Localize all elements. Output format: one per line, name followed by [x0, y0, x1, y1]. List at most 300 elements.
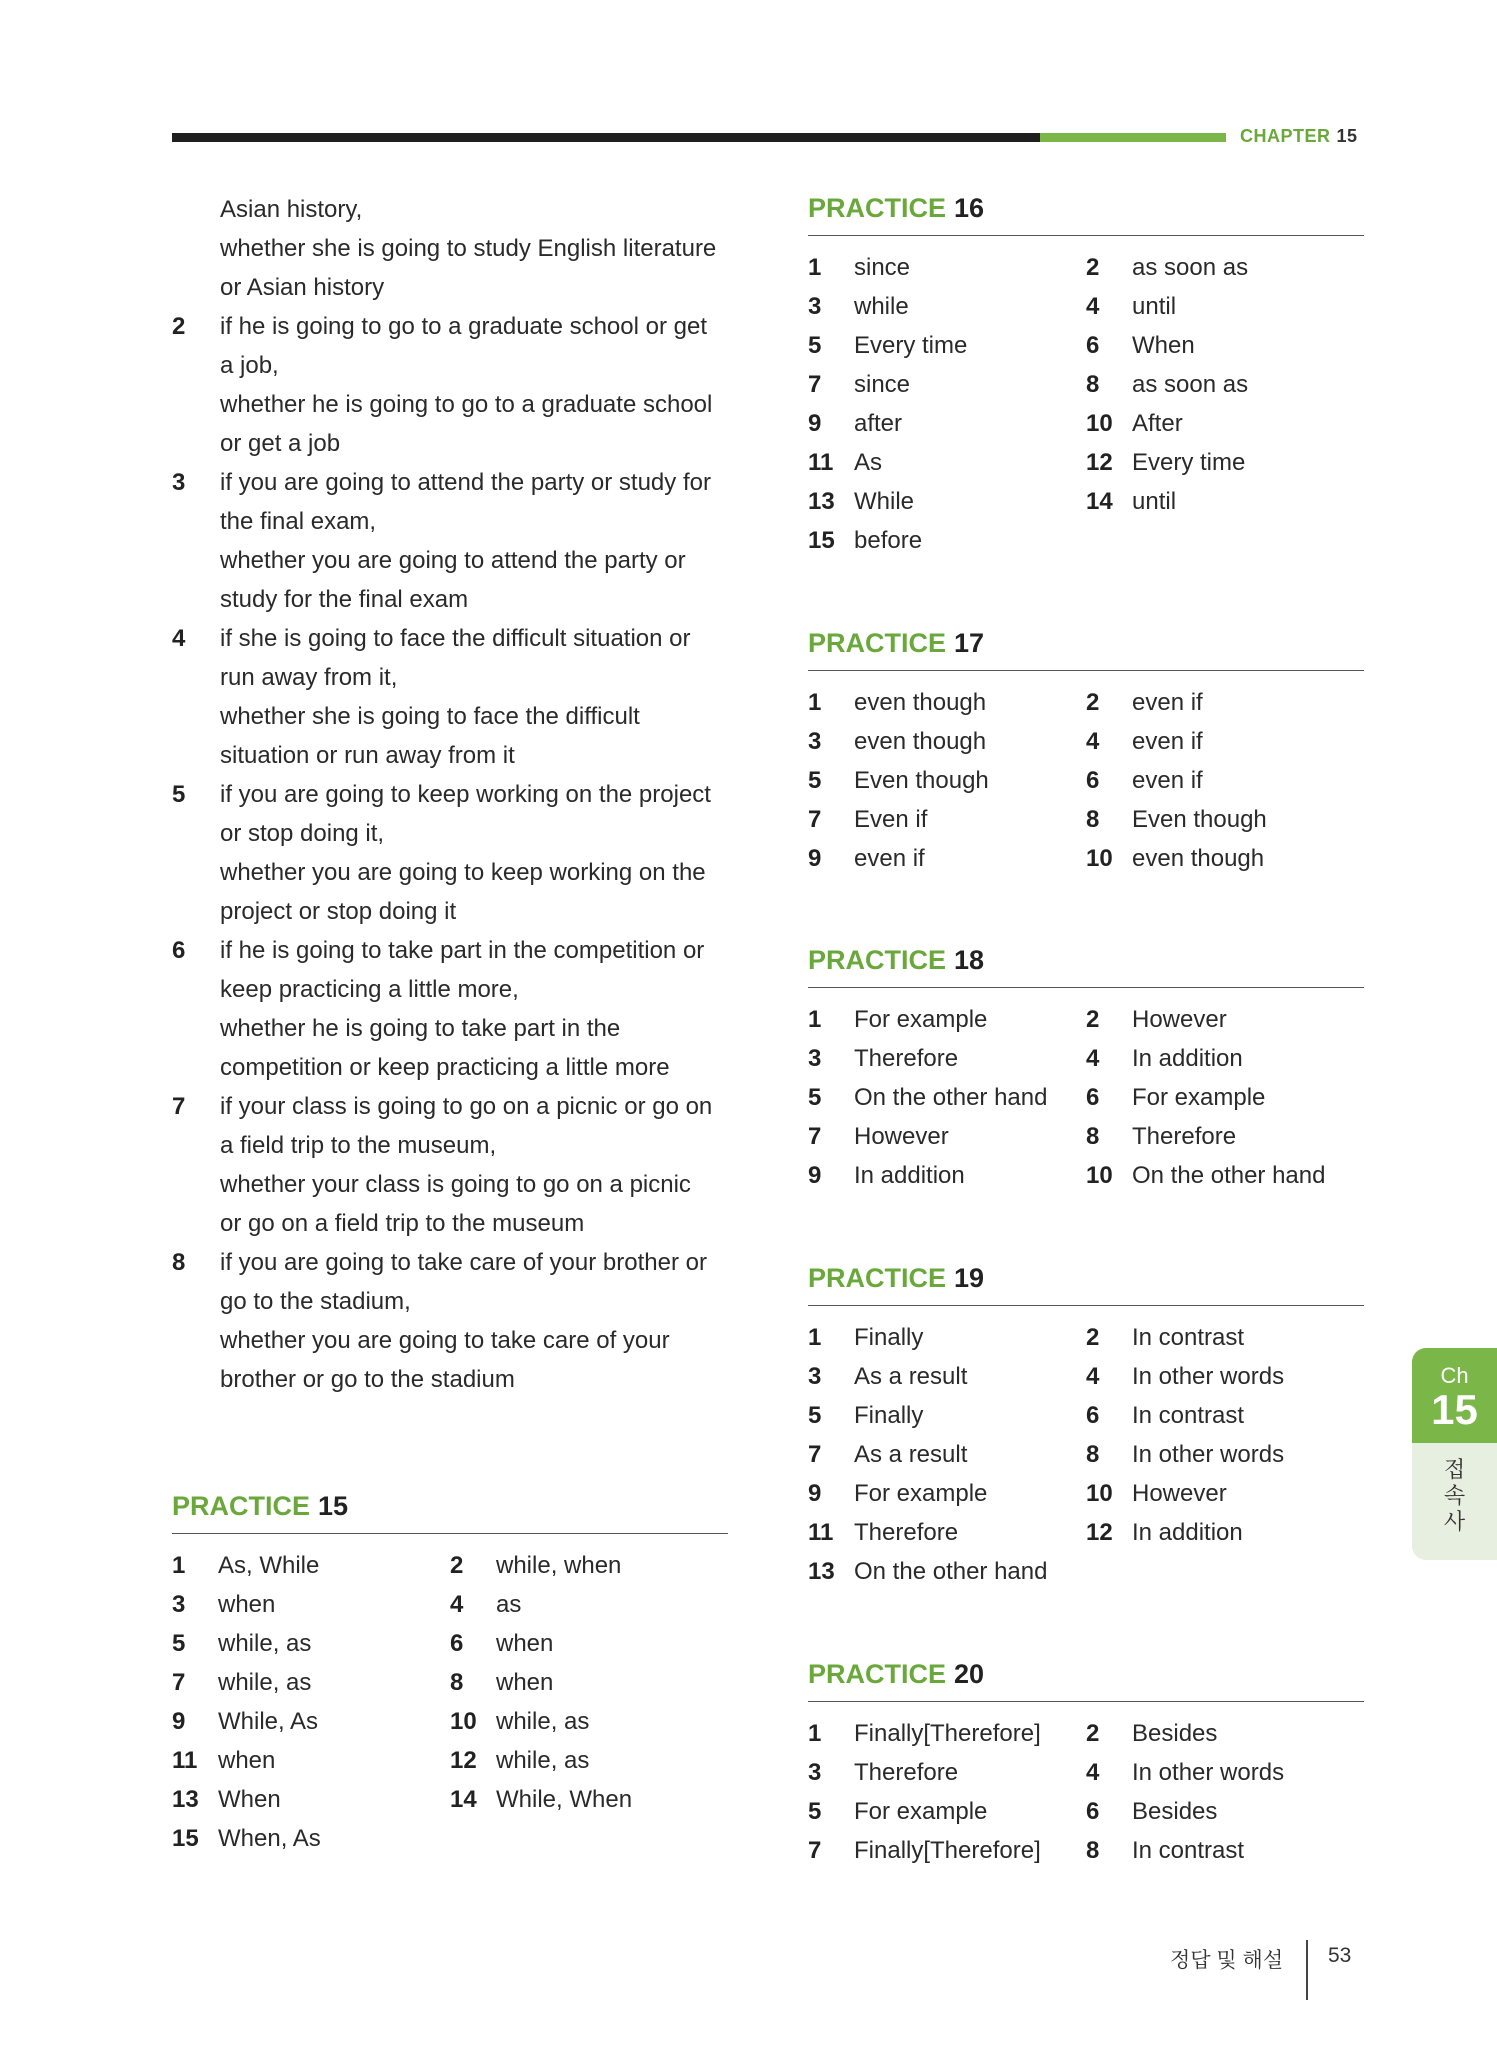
answer-item	[172, 1624, 450, 1663]
item-answer: When, As	[218, 1825, 321, 1852]
answer-item	[1086, 1714, 1364, 1753]
answer-line	[172, 1009, 732, 1048]
answer-text: competition or keep practicing a little more	[220, 1054, 670, 1081]
item-number: 12	[450, 1747, 477, 1774]
answer-item	[1086, 1435, 1364, 1474]
answer-item	[808, 287, 1086, 326]
answer-item	[1086, 761, 1364, 800]
item-answer: Even though	[1132, 806, 1267, 833]
item-answer: On the other hand	[1132, 1162, 1326, 1189]
item-number: 4	[1086, 1759, 1100, 1786]
item-number: 14	[1086, 488, 1113, 515]
item-answer: while, as	[218, 1669, 312, 1696]
item-answer: Therefore	[854, 1759, 959, 1786]
item-number: 8	[1086, 371, 1100, 398]
practice-label: PRACTICE	[808, 1263, 947, 1293]
answer-text: go to the stadium,	[220, 1288, 411, 1315]
side-tab-ch-label: Ch	[1440, 1363, 1469, 1388]
item-answer: even though	[854, 728, 987, 755]
answer-item	[808, 248, 1086, 287]
item-answer: while, as	[218, 1630, 312, 1657]
answer-grid	[808, 1714, 1364, 1870]
answer-line	[172, 736, 732, 775]
answer-item	[1086, 1078, 1364, 1117]
answer-line	[172, 853, 732, 892]
practice-15-section	[172, 1488, 728, 1858]
answer-item	[1086, 1753, 1364, 1792]
answer-line	[172, 268, 732, 307]
answer-text: whether he is going to go to a graduate school	[220, 391, 713, 418]
side-tab-title	[1412, 1443, 1497, 1560]
answer-item	[1086, 1513, 1364, 1552]
answer-item	[808, 761, 1086, 800]
item-number: 2	[450, 1552, 464, 1579]
item-answer: In contrast	[1132, 1402, 1245, 1429]
answer-item	[808, 521, 1086, 560]
answer-number: 5	[172, 781, 186, 808]
answer-item	[808, 1357, 1086, 1396]
answer-text: if he is going to go to a graduate school or get	[220, 313, 707, 340]
answer-item	[808, 800, 1086, 839]
answer-line	[172, 931, 732, 970]
answer-number: 3	[172, 469, 186, 496]
item-number: 13	[172, 1786, 199, 1813]
item-answer: Even though	[854, 767, 989, 794]
item-answer: On the other hand	[854, 1558, 1048, 1585]
item-answer: In other words	[1132, 1441, 1285, 1468]
answer-text: the final exam,	[220, 508, 377, 535]
item-number: 7	[808, 1837, 822, 1864]
answer-item	[808, 1474, 1086, 1513]
answer-line	[172, 385, 732, 424]
answer-line	[172, 892, 732, 931]
item-number: 12	[1086, 1519, 1113, 1546]
item-answer: Finally	[854, 1324, 924, 1351]
item-number: 2	[1086, 254, 1100, 281]
item-number: 1	[808, 1324, 822, 1351]
item-answer: In contrast	[1132, 1837, 1245, 1864]
item-answer: For example	[854, 1006, 988, 1033]
item-number: 10	[1086, 1480, 1113, 1507]
answer-number: 8	[172, 1249, 186, 1276]
item-answer: even if	[1132, 689, 1203, 716]
answer-item	[808, 482, 1086, 521]
answer-item	[450, 1780, 728, 1819]
answer-number: 4	[172, 625, 186, 652]
item-number: 4	[450, 1591, 464, 1618]
answer-item	[808, 326, 1086, 365]
item-number: 3	[808, 1363, 822, 1390]
item-number: 11	[808, 1519, 834, 1546]
item-number: 6	[450, 1630, 464, 1657]
answer-grid	[808, 683, 1364, 878]
answer-item	[808, 1513, 1086, 1552]
practice-number: 16	[954, 193, 985, 223]
answer-line	[172, 1048, 732, 1087]
footer-divider	[1306, 1940, 1308, 2000]
answer-item	[808, 722, 1086, 761]
answer-item	[808, 1435, 1086, 1474]
answer-item	[450, 1624, 728, 1663]
item-answer: Finally	[854, 1402, 924, 1429]
answer-line	[172, 346, 732, 385]
answer-line	[172, 307, 732, 346]
item-number: 7	[172, 1669, 186, 1696]
item-number: 9	[808, 1162, 822, 1189]
item-answer: In addition	[1132, 1045, 1243, 1072]
answer-item	[808, 1396, 1086, 1435]
answer-text: or go on a field trip to the museum	[220, 1210, 585, 1237]
answer-item	[1086, 839, 1364, 878]
item-number: 6	[1086, 1798, 1100, 1825]
answer-item	[1086, 1156, 1364, 1195]
item-answer: while	[854, 293, 909, 320]
item-answer: when	[496, 1669, 554, 1696]
answer-item	[450, 1546, 728, 1585]
item-answer: In addition	[1132, 1519, 1243, 1546]
item-answer: For example	[854, 1480, 988, 1507]
header-rule-green	[1040, 133, 1226, 142]
answer-item	[172, 1819, 450, 1858]
item-answer: However	[1132, 1480, 1227, 1507]
answer-grid	[808, 1318, 1364, 1591]
answer-text: a job,	[220, 352, 279, 379]
answer-item	[1086, 1792, 1364, 1831]
item-answer: even if	[1132, 767, 1203, 794]
answer-item	[808, 404, 1086, 443]
item-answer: While	[854, 488, 915, 515]
item-number: 8	[1086, 806, 1100, 833]
item-answer: even though	[1132, 845, 1265, 872]
answer-line	[172, 502, 732, 541]
answer-item	[808, 1753, 1086, 1792]
item-number: 9	[172, 1708, 186, 1735]
page-number: 53	[1328, 1944, 1352, 1967]
answer-item	[1086, 1357, 1364, 1396]
practice-number: 20	[954, 1659, 985, 1689]
answer-line	[172, 619, 732, 658]
item-answer: while, as	[496, 1747, 590, 1774]
practice-label: PRACTICE	[808, 628, 947, 658]
item-answer: when	[496, 1630, 554, 1657]
chapter-side-tab[interactable]	[1412, 1348, 1497, 1560]
item-number: 1	[808, 1720, 822, 1747]
answer-text: if he is going to take part in the competition or	[220, 937, 705, 964]
answer-item	[450, 1663, 728, 1702]
item-answer: Therefore	[854, 1045, 959, 1072]
answer-line	[172, 1165, 732, 1204]
answer-item	[172, 1780, 450, 1819]
answer-grid	[808, 1000, 1364, 1195]
answer-grid	[172, 1546, 728, 1858]
item-answer: After	[1132, 410, 1183, 437]
answer-item	[808, 683, 1086, 722]
item-number: 4	[1086, 1363, 1100, 1390]
answer-item	[808, 1792, 1086, 1831]
item-answer: As, While	[218, 1552, 320, 1579]
item-answer: For example	[854, 1798, 988, 1825]
practice-title	[808, 190, 1364, 236]
item-answer: when	[218, 1747, 276, 1774]
answer-line	[172, 775, 732, 814]
item-number: 5	[808, 1084, 822, 1111]
answer-item	[1086, 1039, 1364, 1078]
answer-text: study for the final exam	[220, 586, 469, 613]
item-answer: Besides	[1132, 1720, 1218, 1747]
answer-text: or stop doing it,	[220, 820, 385, 847]
item-answer: While, As	[218, 1708, 319, 1735]
answer-item	[1086, 404, 1364, 443]
answer-text: whether he is going to take part in the	[220, 1015, 621, 1042]
answer-item	[1086, 287, 1364, 326]
practice-title	[808, 1260, 1364, 1306]
item-number: 1	[808, 1006, 822, 1033]
item-number: 3	[808, 293, 822, 320]
practice-number: 17	[954, 628, 985, 658]
answer-line	[172, 1243, 732, 1282]
item-number: 5	[808, 1798, 822, 1825]
item-answer: Finally[Therefore]	[854, 1720, 1041, 1747]
item-number: 4	[1086, 1045, 1100, 1072]
answer-text: whether she is going to study English literature	[220, 235, 717, 262]
item-answer: Besides	[1132, 1798, 1218, 1825]
answer-item	[808, 1117, 1086, 1156]
answer-item	[1086, 248, 1364, 287]
item-number: 6	[1086, 1084, 1100, 1111]
answer-item	[1086, 683, 1364, 722]
item-number: 6	[1086, 1402, 1100, 1429]
item-answer: when	[218, 1591, 276, 1618]
answer-item	[172, 1741, 450, 1780]
answer-item	[1086, 1318, 1364, 1357]
practice-label: PRACTICE	[808, 1659, 947, 1689]
answer-number: 6	[172, 937, 186, 964]
item-answer: Therefore	[1132, 1123, 1237, 1150]
answer-line	[172, 697, 732, 736]
answer-text: project or stop doing it	[220, 898, 457, 925]
practice-label: PRACTICE	[172, 1491, 311, 1521]
answer-item	[1086, 1117, 1364, 1156]
previous-practice-continuation	[172, 190, 732, 1399]
answer-text: or Asian history	[220, 274, 385, 301]
item-number: 11	[808, 449, 834, 476]
item-number: 8	[1086, 1837, 1100, 1864]
answer-text: if you are going to keep working on the project	[220, 781, 711, 808]
answer-text: or get a job	[220, 430, 341, 457]
practice-number: 15	[318, 1491, 349, 1521]
item-answer: even though	[854, 689, 987, 716]
answer-line	[172, 1204, 732, 1243]
item-answer: as	[496, 1591, 522, 1618]
item-number: 4	[1086, 728, 1100, 755]
item-number: 8	[1086, 1441, 1100, 1468]
item-answer: as soon as	[1132, 254, 1249, 281]
item-number: 8	[1086, 1123, 1100, 1150]
answer-item	[808, 365, 1086, 404]
item-answer: Every time	[1132, 449, 1246, 476]
answer-number: 7	[172, 1093, 186, 1120]
answer-text: if she is going to face the difficult situation or	[220, 625, 691, 652]
answer-item	[1086, 1000, 1364, 1039]
item-number: 14	[450, 1786, 477, 1813]
item-number: 5	[808, 767, 822, 794]
answer-line	[172, 1321, 732, 1360]
item-answer: For example	[1132, 1084, 1266, 1111]
answer-item	[808, 839, 1086, 878]
answer-item	[1086, 443, 1364, 482]
answer-line	[172, 463, 732, 502]
footer-title: 정답 및 해설	[1170, 1949, 1284, 1972]
answer-line	[172, 970, 732, 1009]
item-answer: Even if	[854, 806, 928, 833]
item-answer: Finally[Therefore]	[854, 1837, 1041, 1864]
item-number: 5	[808, 1402, 822, 1429]
item-number: 4	[1086, 293, 1100, 320]
answer-text: whether you are going to attend the party or	[220, 547, 686, 574]
answer-text: whether you are going to keep working on the	[220, 859, 706, 886]
item-number: 3	[808, 1045, 822, 1072]
answer-item	[172, 1663, 450, 1702]
side-tab-title-text: 접속사	[1443, 1457, 1466, 1534]
practice-title	[808, 942, 1364, 988]
answer-item	[172, 1702, 450, 1741]
item-number: 15	[172, 1825, 199, 1852]
item-answer: until	[1132, 488, 1177, 515]
item-number: 7	[808, 806, 822, 833]
answer-item	[1086, 326, 1364, 365]
answer-text: if your class is going to go on a picnic or go on	[220, 1093, 713, 1120]
practice-title	[808, 1656, 1364, 1702]
item-number: 15	[808, 527, 835, 554]
item-number: 3	[808, 1759, 822, 1786]
item-number: 10	[450, 1708, 477, 1735]
answer-item	[172, 1585, 450, 1624]
item-answer: until	[1132, 293, 1177, 320]
answer-line	[172, 814, 732, 853]
item-answer: However	[854, 1123, 949, 1150]
answer-item	[808, 1714, 1086, 1753]
answer-item	[1086, 800, 1364, 839]
answer-line	[172, 580, 732, 619]
item-number: 1	[172, 1552, 186, 1579]
item-number: 7	[808, 371, 822, 398]
answer-text: whether your class is going to go on a picnic	[220, 1171, 691, 1198]
item-number: 10	[1086, 1162, 1113, 1189]
item-answer: As a result	[854, 1441, 968, 1468]
practice-17-section	[808, 625, 1364, 878]
practice-18-section	[808, 942, 1364, 1195]
answer-item	[808, 1156, 1086, 1195]
item-answer: On the other hand	[854, 1084, 1048, 1111]
answer-item	[808, 1039, 1086, 1078]
item-answer: In other words	[1132, 1759, 1285, 1786]
item-number: 8	[450, 1669, 464, 1696]
answer-text: situation or run away from it	[220, 742, 515, 769]
item-number: 5	[172, 1630, 186, 1657]
item-answer: while, as	[496, 1708, 590, 1735]
answer-text: keep practicing a little more,	[220, 976, 519, 1003]
practice-title	[808, 625, 1364, 671]
practice-20-section	[808, 1656, 1364, 1870]
practice-16-section	[808, 190, 1364, 560]
item-number: 5	[808, 332, 822, 359]
side-tab-chapter	[1412, 1348, 1497, 1443]
answer-line	[172, 1126, 732, 1165]
answer-item	[1086, 482, 1364, 521]
chapter-number: 15	[1336, 126, 1358, 146]
answer-item	[808, 443, 1086, 482]
item-answer: since	[854, 371, 911, 398]
page-footer	[1160, 1940, 1360, 2000]
answer-item	[1086, 1474, 1364, 1513]
item-number: 13	[808, 488, 835, 515]
side-tab-ch-number: 15	[1431, 1386, 1478, 1433]
answer-line	[172, 424, 732, 463]
item-number: 9	[808, 410, 822, 437]
item-number: 1	[808, 254, 822, 281]
answer-item	[1086, 1396, 1364, 1435]
answer-line	[172, 1360, 732, 1399]
item-number: 10	[1086, 845, 1113, 872]
answer-text: whether she is going to face the difficult	[220, 703, 640, 730]
answer-item	[808, 1831, 1086, 1870]
item-answer: While, When	[496, 1786, 633, 1813]
item-number: 2	[1086, 1006, 1100, 1033]
answer-text: Asian history,	[220, 196, 363, 223]
answer-line	[172, 1087, 732, 1126]
answer-text: whether you are going to take care of your	[220, 1327, 670, 1354]
answer-item	[1086, 365, 1364, 404]
item-answer: even if	[854, 845, 925, 872]
answer-line	[172, 658, 732, 697]
answer-line	[172, 541, 732, 580]
item-number: 10	[1086, 410, 1113, 437]
item-number: 2	[1086, 689, 1100, 716]
practice-label: PRACTICE	[808, 193, 947, 223]
header-rule-dark	[172, 133, 1040, 142]
practice-number: 18	[954, 945, 985, 975]
item-answer: Therefore	[854, 1519, 959, 1546]
answer-line	[172, 190, 732, 229]
answer-item	[450, 1702, 728, 1741]
answer-item	[450, 1585, 728, 1624]
item-answer: Every time	[854, 332, 968, 359]
item-answer: As	[854, 449, 883, 476]
item-answer: In contrast	[1132, 1324, 1245, 1351]
item-number: 11	[172, 1747, 198, 1774]
answer-item	[808, 1318, 1086, 1357]
item-number: 3	[808, 728, 822, 755]
item-answer: When	[1132, 332, 1195, 359]
item-number: 3	[172, 1591, 186, 1618]
practice-label: PRACTICE	[808, 945, 947, 975]
item-number: 1	[808, 689, 822, 716]
item-answer: since	[854, 254, 911, 281]
practice-title	[172, 1488, 728, 1534]
answer-text: if you are going to attend the party or study for	[220, 469, 711, 496]
item-number: 9	[808, 1480, 822, 1507]
answer-item	[450, 1741, 728, 1780]
item-answer: In addition	[854, 1162, 965, 1189]
answer-line	[172, 229, 732, 268]
item-number: 2	[1086, 1720, 1100, 1747]
item-number: 9	[808, 845, 822, 872]
answer-item	[1086, 722, 1364, 761]
item-number: 6	[1086, 332, 1100, 359]
item-answer: as soon as	[1132, 371, 1249, 398]
answer-text: a field trip to the museum,	[220, 1132, 497, 1159]
answer-grid	[808, 248, 1364, 560]
